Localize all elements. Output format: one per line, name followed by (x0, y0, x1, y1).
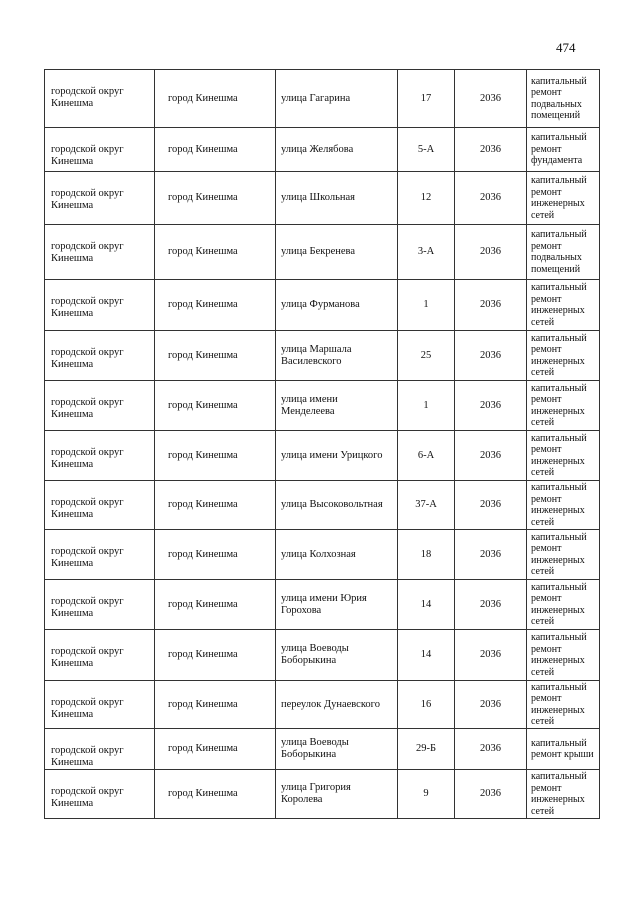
region-cell: городской округ Кинешма (45, 331, 155, 381)
street-cell: улица имени Урицкого (276, 431, 398, 481)
table-row (45, 530, 600, 580)
work-type-cell: капитальный ремонт инженерных сетей (527, 681, 600, 729)
year-cell: 2036 (455, 381, 527, 431)
street-cell: улица Воеводы Боборыкина (276, 630, 398, 681)
region-cell: городской округ Кинешма (45, 729, 155, 770)
street-cell: улица Маршала Василевского (276, 331, 398, 381)
year-cell: 2036 (455, 128, 527, 172)
work-type-cell: капитальный ремонт инженерных сетей (527, 580, 600, 630)
region-cell: городской округ Кинешма (45, 128, 155, 172)
street-cell: улица Гагарина (276, 70, 398, 128)
house-number-cell: 14 (398, 580, 455, 630)
region-cell: городской округ Кинешма (45, 770, 155, 819)
house-number-cell: 12 (398, 172, 455, 225)
house-number-cell: 29-Б (398, 729, 455, 770)
work-type-cell: капитальный ремонт инженерных сетей (527, 630, 600, 681)
street-cell: улица имени Менделеева (276, 381, 398, 431)
city-cell: город Кинешма (155, 172, 276, 225)
table-row (45, 630, 600, 681)
page-number: 474 (556, 40, 576, 55)
table-row (45, 172, 600, 225)
city-cell: город Кинешма (155, 681, 276, 729)
house-number-cell: 1 (398, 280, 455, 331)
work-type-cell: капитальный ремонт инженерных сетей (527, 280, 600, 331)
table-row (45, 729, 600, 770)
city-cell: город Кинешма (155, 530, 276, 580)
year-cell: 2036 (455, 280, 527, 331)
city-cell: город Кинешма (155, 280, 276, 331)
year-cell: 2036 (455, 70, 527, 128)
year-cell: 2036 (455, 225, 527, 280)
year-cell: 2036 (455, 770, 527, 819)
region-cell: городской округ Кинешма (45, 580, 155, 630)
work-type-cell: капитальный ремонт инженерных сетей (527, 331, 600, 381)
work-type-cell: капитальный ремонт инженерных сетей (527, 770, 600, 819)
city-cell: город Кинешма (155, 770, 276, 819)
region-cell: городской округ Кинешма (45, 70, 155, 128)
street-cell: улица имени Юрия Горохова (276, 580, 398, 630)
table-row (45, 770, 600, 819)
year-cell: 2036 (455, 681, 527, 729)
work-type-cell: капитальный ремонт фундамента (527, 128, 600, 172)
table-row (45, 431, 600, 481)
house-number-cell: 9 (398, 770, 455, 819)
street-cell: улица Высоковольтная (276, 481, 398, 530)
house-number-cell: 18 (398, 530, 455, 580)
year-cell: 2036 (455, 630, 527, 681)
region-cell: городской округ Кинешма (45, 630, 155, 681)
table-row (45, 681, 600, 729)
work-type-cell: капитальный ремонт подвальных помещений (527, 225, 600, 280)
year-cell: 2036 (455, 172, 527, 225)
table-row (45, 280, 600, 331)
street-cell: улица Колхозная (276, 530, 398, 580)
city-cell: город Кинешма (155, 70, 276, 128)
house-number-cell: 1 (398, 381, 455, 431)
city-cell: город Кинешма (155, 481, 276, 530)
street-cell: улица Бекренева (276, 225, 398, 280)
table-row (45, 70, 600, 128)
region-cell: городской округ Кинешма (45, 225, 155, 280)
work-type-cell: капитальный ремонт подвальных помещений (527, 70, 600, 128)
house-number-cell: 37-А (398, 481, 455, 530)
region-cell: городской округ Кинешма (45, 431, 155, 481)
city-cell: город Кинешма (155, 630, 276, 681)
house-number-cell: 25 (398, 331, 455, 381)
table-body (45, 70, 600, 819)
house-number-cell: 17 (398, 70, 455, 128)
house-number-cell: 16 (398, 681, 455, 729)
region-cell: городской округ Кинешма (45, 381, 155, 431)
table-row (45, 481, 600, 530)
city-cell: город Кинешма (155, 128, 276, 172)
region-cell: городской округ Кинешма (45, 280, 155, 331)
street-cell: улица Желябова (276, 128, 398, 172)
year-cell: 2036 (455, 331, 527, 381)
city-cell: город Кинешма (155, 331, 276, 381)
street-cell: переулок Дунаевского (276, 681, 398, 729)
table-row (45, 381, 600, 431)
table-row (45, 128, 600, 172)
city-cell: город Кинешма (155, 381, 276, 431)
street-cell: улица Григория Королева (276, 770, 398, 819)
year-cell: 2036 (455, 481, 527, 530)
year-cell: 2036 (455, 729, 527, 770)
house-number-cell: 14 (398, 630, 455, 681)
city-cell: город Кинешма (155, 729, 276, 770)
street-cell: улица Воеводы Боборыкина (276, 729, 398, 770)
work-type-cell: капитальный ремонт инженерных сетей (527, 431, 600, 481)
work-type-cell: капитальный ремонт крыши (527, 729, 600, 770)
house-number-cell: 5-А (398, 128, 455, 172)
city-cell: город Кинешма (155, 225, 276, 280)
table-row (45, 225, 600, 280)
table-row (45, 331, 600, 381)
region-cell: городской округ Кинешма (45, 481, 155, 530)
year-cell: 2036 (455, 530, 527, 580)
work-type-cell: капитальный ремонт инженерных сетей (527, 381, 600, 431)
year-cell: 2036 (455, 431, 527, 481)
house-number-cell: 3-А (398, 225, 455, 280)
region-cell: городской округ Кинешма (45, 530, 155, 580)
city-cell: город Кинешма (155, 431, 276, 481)
year-cell: 2036 (455, 580, 527, 630)
work-type-cell: капитальный ремонт инженерных сетей (527, 530, 600, 580)
region-cell: городской округ Кинешма (45, 681, 155, 729)
city-cell: город Кинешма (155, 580, 276, 630)
work-type-cell: капитальный ремонт инженерных сетей (527, 172, 600, 225)
region-cell: городской округ Кинешма (45, 172, 155, 225)
street-cell: улица Фурманова (276, 280, 398, 331)
house-number-cell: 6-А (398, 431, 455, 481)
street-cell: улица Школьная (276, 172, 398, 225)
work-type-cell: капитальный ремонт инженерных сетей (527, 481, 600, 530)
table-row (45, 580, 600, 630)
repair-schedule-table (44, 69, 600, 819)
